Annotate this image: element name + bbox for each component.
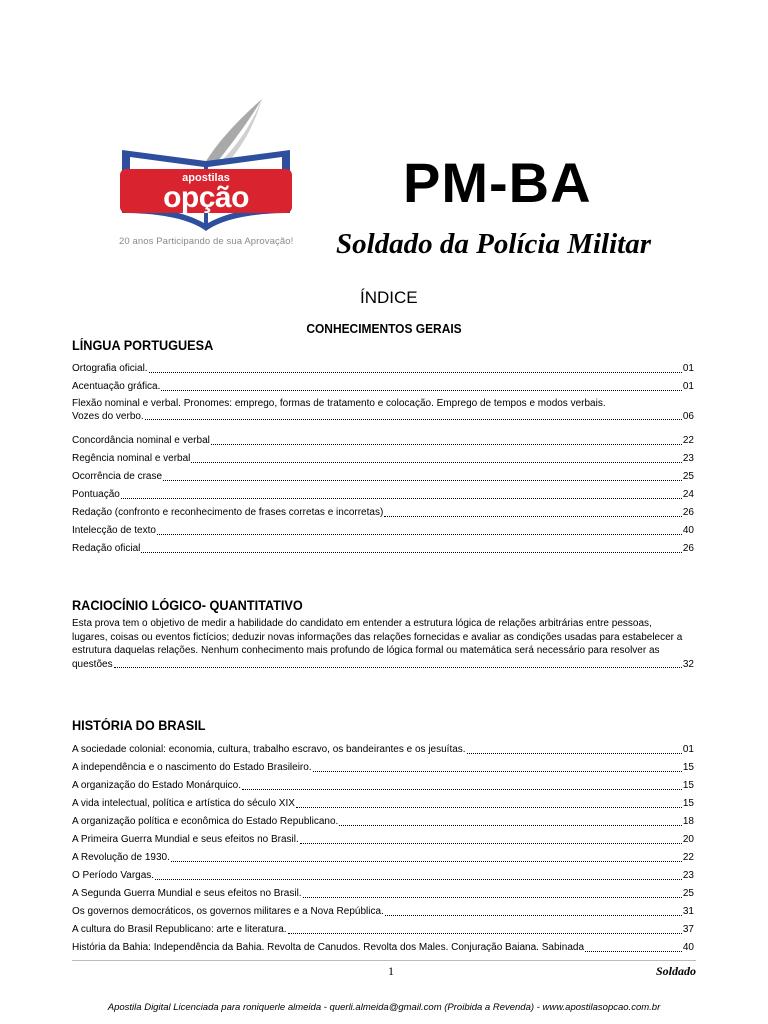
toc-entry <box>72 429 694 447</box>
toc-entry-text: A cultura do Brasil Republicano: arte e literatura. <box>72 924 287 935</box>
toc-entry <box>72 828 694 846</box>
toc-leader-dots <box>585 950 682 952</box>
toc-leader-dots <box>155 878 682 880</box>
toc-entry <box>72 918 694 936</box>
toc-entry <box>72 810 694 828</box>
subtitle: Soldado da Polícia Militar <box>336 228 651 260</box>
toc-entry-text: O Período Vargas. <box>72 870 155 881</box>
toc-entry <box>72 519 694 537</box>
toc-historia-do-brasil <box>72 738 694 954</box>
logo-tagline: 20 anos Participando de sua Aprovação! <box>119 236 294 247</box>
toc-entry-text: Ortografia oficial. <box>72 363 148 374</box>
toc-entry-page: 18 <box>682 816 694 827</box>
toc-entry-page: 23 <box>682 453 694 464</box>
toc-entry-page: 24 <box>682 489 694 500</box>
toc-entry <box>72 501 694 519</box>
toc-entry-text: Vozes do verbo. <box>72 411 144 422</box>
section-heading: CONHECIMENTOS GERAIS <box>306 321 462 336</box>
toc-entry-page: 26 <box>682 507 694 518</box>
footer-divider <box>72 960 696 961</box>
toc-entry <box>72 447 694 465</box>
toc-entry <box>72 465 694 483</box>
toc-entry-page: 15 <box>682 798 694 809</box>
toc-entry-text: História da Bahia: Independência da Bahia. Revolta de Canudos. Revolta dos Males. Conjuração Baiana. Sabinada <box>72 942 585 953</box>
paragraph-last-line <box>72 658 694 672</box>
toc-leader-dots <box>384 515 682 517</box>
toc-entry <box>72 792 694 810</box>
section-title-historia-do-brasil: HISTÓRIA DO BRASIL <box>72 718 206 733</box>
toc-entry-text-line1: Flexão nominal e verbal. Pronomes: emprego, formas de tratamento e colocação. Emprego de tempos e modos verbais. <box>72 398 606 409</box>
toc-entry-page: 15 <box>682 762 694 773</box>
toc-entry <box>72 864 694 882</box>
toc-leader-dots <box>242 788 682 790</box>
toc-entry-page: 40 <box>682 942 694 953</box>
toc-leader-dots <box>467 752 682 754</box>
toc-entry-page: 32 <box>682 658 694 670</box>
toc-entry-text: A vida intelectual, política e artística do século XIX <box>72 798 295 809</box>
toc-entry-text: A sociedade colonial: economia, cultura, trabalho escravo, os bandeirantes e os jesuítas. <box>72 744 466 755</box>
toc-entry-page: 15 <box>682 780 694 791</box>
toc-entry <box>72 900 694 918</box>
toc-entry-text: Regência nominal e verbal <box>72 453 191 464</box>
paragraph-line: Esta prova tem o objetivo de medir a habilidade do candidato em entender a estrutura lógica de relações arbitrárias entre pessoas, <box>72 618 652 629</box>
toc-entry-text: Intelecção de texto <box>72 525 156 536</box>
toc-leader-dots <box>313 770 682 772</box>
toc-leader-dots <box>211 443 682 445</box>
toc-entry-page: 22 <box>682 852 694 863</box>
toc-entry-page: 25 <box>682 888 694 899</box>
toc-entry-text: Redação (confronto e reconhecimento de frases corretas e incorretas) <box>72 507 384 518</box>
logo-word-opcao: opção <box>163 181 249 214</box>
toc-entry-text: A Revolução de 1930. <box>72 852 170 863</box>
toc-leader-dots <box>161 389 681 391</box>
toc-entry <box>72 882 694 900</box>
toc-entry <box>72 774 694 792</box>
toc-entry <box>72 846 694 864</box>
logo-word-apostilas: apostilas <box>182 172 230 184</box>
main-title: PM-BA <box>403 151 592 214</box>
toc-entry <box>72 738 694 756</box>
toc-entry-text: A organização política e econômica do Estado Republicano. <box>72 816 339 827</box>
toc-entry-text: A independência e o nascimento do Estado Brasileiro. <box>72 762 312 773</box>
toc-entry-page: 01 <box>682 363 694 374</box>
toc-entry-text: Acentuação gráfica. <box>72 381 161 392</box>
toc-entry-text: Pontuação <box>72 489 120 500</box>
toc-entry <box>72 393 694 429</box>
apostilas-opcao-logo <box>112 95 312 255</box>
toc-entry <box>72 483 694 501</box>
index-title: ÍNDICE <box>360 288 418 307</box>
toc-leader-dots <box>149 371 682 373</box>
toc-entry-page: 23 <box>682 870 694 881</box>
toc-entry <box>72 357 694 375</box>
toc-leader-dots <box>191 461 681 463</box>
paragraph-line: estrutura daquelas relações. Nenhum conhecimento mais profundo de lógica formal ou matemática será necessário para resolver as <box>72 645 660 656</box>
toc-entry-page: 40 <box>682 525 694 536</box>
paragraph-line: lugares, coisas ou eventos fictícios; deduzir novas informações das relações fornecidas e avaliar as condições usadas para estabelecer a <box>72 631 683 643</box>
section-title-raciocinio-logico: RACIOCÍNIO LÓGICO- QUANTITATIVO <box>72 598 303 613</box>
toc-entry <box>72 375 694 393</box>
toc-entry-text: A Primeira Guerra Mundial e seus efeitos no Brasil. <box>72 834 299 845</box>
toc-leader-dots <box>385 914 682 916</box>
toc-leader-dots <box>296 806 682 808</box>
toc-entry-page: 31 <box>682 906 694 917</box>
toc-leader-dots <box>303 896 682 898</box>
toc-entry-page: 01 <box>682 381 694 392</box>
toc-entry-page: 01 <box>682 744 694 755</box>
toc-leader-dots <box>121 497 682 499</box>
toc-entry-text: A Segunda Guerra Mundial e seus efeitos no Brasil. <box>72 888 302 899</box>
toc-entry-line2 <box>72 410 694 423</box>
toc-leader-dots <box>163 479 682 481</box>
toc-entry-text: A organização do Estado Monárquico. <box>72 780 241 791</box>
toc-leader-dots <box>157 533 682 535</box>
toc-entry-page: 25 <box>682 471 694 482</box>
toc-leader-dots <box>300 842 682 844</box>
toc-leader-dots <box>171 860 682 862</box>
toc-entry-text: questões <box>72 658 113 670</box>
section-title-lingua-portuguesa: LÍNGUA PORTUGUESA <box>72 338 214 353</box>
toc-entry-text: Ocorrência de crase <box>72 471 163 482</box>
toc-entry-text: Concordância nominal e verbal <box>72 435 210 446</box>
toc-leader-dots <box>288 932 682 934</box>
toc-entry <box>72 537 694 555</box>
toc-entry-page: 26 <box>682 543 694 554</box>
toc-entry-text: Redação oficial <box>72 543 141 554</box>
toc-leader-dots <box>114 666 682 668</box>
toc-entry <box>72 936 694 954</box>
toc-lingua-portuguesa <box>72 357 694 555</box>
page-number: 1 <box>388 964 394 978</box>
toc-entry-page: 06 <box>682 411 694 422</box>
toc-leader-dots <box>339 824 682 826</box>
toc-entry-text: Os governos democráticos, os governos militares e a Nova República. <box>72 906 384 917</box>
toc-leader-dots <box>145 418 682 420</box>
toc-leader-dots <box>141 551 682 553</box>
raciocinio-description <box>72 617 694 671</box>
footer-label: Soldado <box>655 964 696 978</box>
toc-entry-page: 20 <box>682 834 694 845</box>
toc-entry-page: 37 <box>682 924 694 935</box>
toc-entry <box>72 756 694 774</box>
license-notice: Apostila Digital Licenciada para roniquerle almeida - querli.almeida@gmail.com (Proibida a Revenda) - www.apostilasopcao.com.br <box>107 1002 661 1013</box>
toc-entry-page: 22 <box>682 435 694 446</box>
